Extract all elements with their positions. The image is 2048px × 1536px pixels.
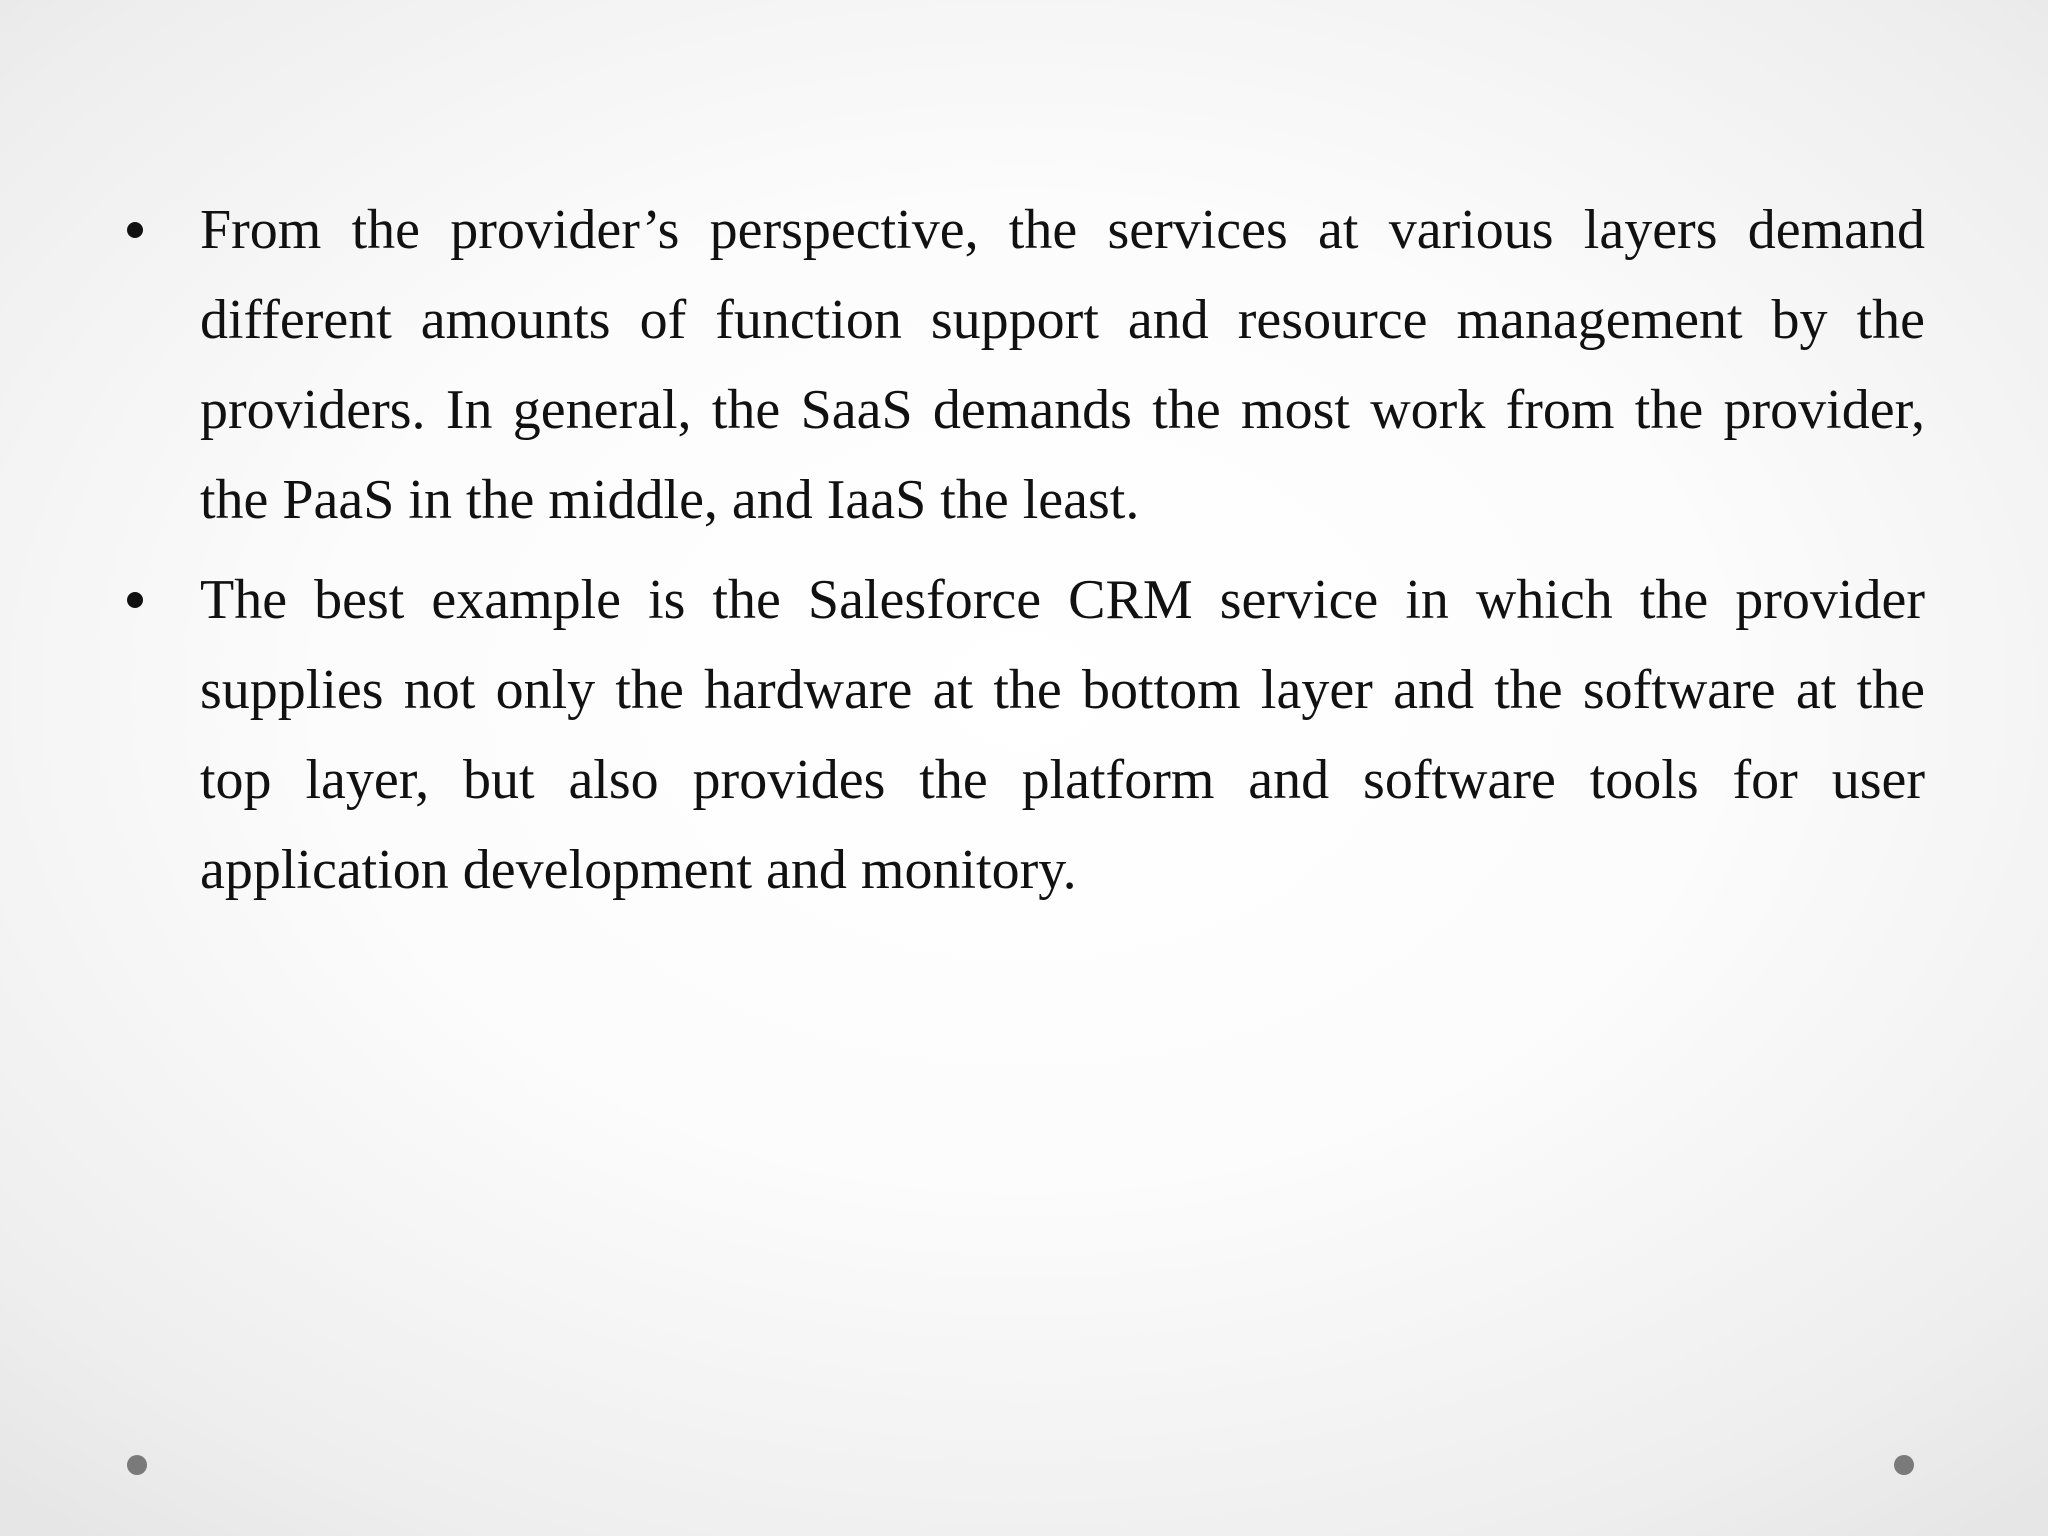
decorative-dot-bottom-left-icon: [127, 1455, 147, 1475]
bullet-icon: [127, 592, 143, 608]
bullet-item: [120, 185, 1925, 545]
bullet-text: From the provider’s perspective, the services at various layers demand different amounts of function support and resource management by the providers. In general, the SaaS demands the most work from the provider, the PaaS in the middle, and IaaS the least.: [200, 199, 1925, 531]
decorative-dot-bottom-right-icon: [1894, 1455, 1914, 1475]
slide-body: [120, 185, 1925, 925]
bullet-list: [120, 185, 1925, 915]
bullet-item: [120, 555, 1925, 915]
bullet-text: The best example is the Salesforce CRM service in which the provider supplies not only the hardware at the bottom layer and the software at the top layer, but also provides the platform and software tools for user application development and monitory.: [200, 569, 1925, 901]
bullet-icon: [127, 222, 143, 238]
